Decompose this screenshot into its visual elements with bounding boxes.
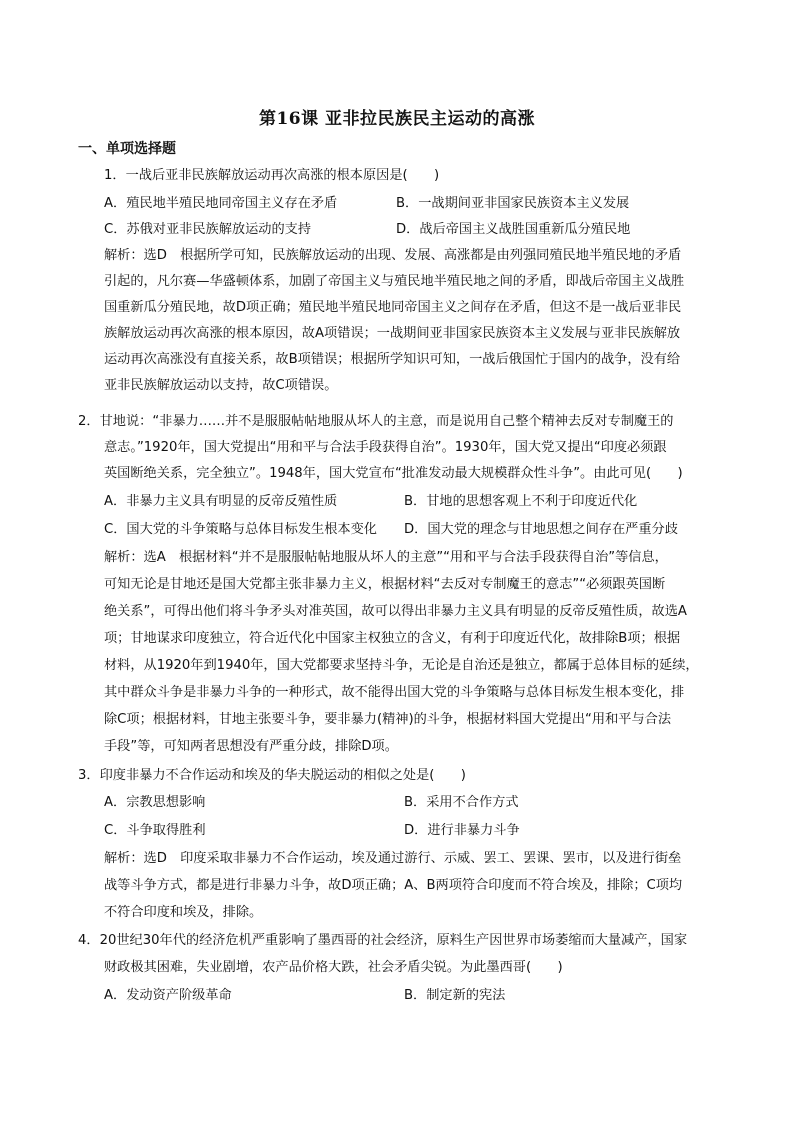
question-1-stem: 1．一战后亚非民族解放运动再次高涨的根本原因是( ) bbox=[104, 168, 440, 183]
question-2-explanation-line: 除C项；根据材料，甘地主张要斗争，要非暴力(精神)的斗争，根据材料国大党提出“用和平与合法 bbox=[104, 712, 672, 727]
question-2-stem-line: 英国断绝关系，完全独立”。1948年，国大党宣布“批准发动最大规模群众性斗争”。由此可见( ) bbox=[104, 466, 683, 481]
question-2-explanation-line: 材料，从1920年到1940年，国大党都要求坚持斗争，无论是自治还是独立，都属于总体目标的延续， bbox=[104, 658, 699, 673]
question-1-option-d: D．战后帝国主义战胜国重新瓜分殖民地 bbox=[396, 222, 631, 237]
question-4-option-a: A．发动资产阶级革命 bbox=[104, 988, 232, 1003]
question-2-explanation-line: 解析：选A 根据材料“并不是服服帖帖地服从坏人的主意”“用和平与合法手段获得自治”等信息， bbox=[104, 550, 668, 565]
question-4-option-b: B．制定新的宪法 bbox=[404, 988, 506, 1003]
question-2-option-a: A．非暴力主义具有明显的反帝反殖性质 bbox=[104, 494, 338, 509]
question-3-option-c: C．斗争取得胜利 bbox=[104, 823, 206, 838]
question-2-option-d: D．国大党的理念与甘地思想之间存在严重分歧 bbox=[404, 522, 678, 537]
question-3-explanation-line: 解析：选D 印度采取非暴力不合作运动，埃及通过游行、示威、罢工、罢课、罢市，以及进行街垒 bbox=[104, 851, 682, 866]
question-1-explanation-line: 国重新瓜分殖民地，故D项正确；殖民地半殖民地同帝国主义之间存在矛盾，但这不是一战后亚非民 bbox=[104, 300, 682, 315]
question-3-stem: 3．印度非暴力不合作运动和埃及的华夫脱运动的相似之处是( ) bbox=[78, 768, 466, 783]
question-4-stem-line: 4．20世纪30年代的经济危机严重影响了墨西哥的社会经济，原料生产因世界市场萎缩而大量减产，国家 bbox=[78, 933, 688, 948]
question-2-explanation-line: 手段”等，可知两者思想没有严重分歧，排除D项。 bbox=[104, 739, 398, 754]
question-1-explanation-line: 引起的，凡尔赛—华盛顿体系，加剧了帝国主义与殖民地半殖民地之间的矛盾，即战后帝国主义战胜 bbox=[104, 274, 685, 289]
question-2-stem-line: 2．甘地说：“非暴力……并不是服服帖帖地服从坏人的主意，而是说用自己整个精神去反对专制魔王的 bbox=[78, 414, 674, 429]
question-2-explanation-line: 可知无论是甘地还是国大党都主张非暴力主义，根据材料“去反对专制魔王的意志”“必须跟英国断 bbox=[104, 577, 666, 592]
question-3-explanation-line: 战等斗争方式，都是进行非暴力斗争，故D项正确；A、B两项符合印度而不符合埃及，排除；C项均 bbox=[104, 878, 683, 893]
question-2-explanation-line: 其中群众斗争是非暴力斗争的一种形式，故不能得出国大党的斗争策略与总体目标发生根本变化，排 bbox=[104, 685, 685, 700]
page-title: 第16课 亚非拉民族民主运动的高涨 bbox=[258, 109, 536, 129]
question-2-option-c: C．国大党的斗争策略与总体目标发生根本变化 bbox=[104, 522, 377, 537]
question-3-option-b: B．采用不合作方式 bbox=[404, 795, 519, 810]
question-1-option-b: B．一战期间亚非国家民族资本主义发展 bbox=[396, 196, 630, 211]
question-2-option-b: B．甘地的思想客观上不利于印度近代化 bbox=[404, 494, 638, 509]
question-2-stem-line: 意志。”1920年，国大党提出“用和平与合法手段获得自治”。1930年，国大党又提出“印度必须跟 bbox=[104, 440, 667, 455]
question-2-explanation-line: 绝关系”，可得出他们将斗争矛头对准英国，故可以得出非暴力主义具有明显的反帝反殖性质，故选A bbox=[104, 604, 687, 619]
section-heading: 一、单项选择题 bbox=[78, 141, 176, 157]
question-3-explanation-line: 不符合印度和埃及，排除。 bbox=[104, 905, 263, 920]
question-1-explanation-line: 亚非民族解放运动以支持，故C项错误。 bbox=[104, 378, 338, 393]
question-1-explanation-line: 运动再次高涨没有直接关系，故B项错误；根据所学知识可知，一战后俄国忙于国内的战争，没有给 bbox=[104, 352, 681, 367]
question-1-explanation-line: 解析：选D 根据所学可知，民族解放运动的出现、发展、高涨都是由列强同殖民地半殖民地的矛盾 bbox=[104, 248, 682, 263]
question-4-stem-line: 财政极其困难，失业剧增，农产品价格大跌，社会矛盾尖锐。为此墨西哥( ) bbox=[104, 960, 563, 975]
question-1-option-a: A．殖民地半殖民地同帝国主义存在矛盾 bbox=[104, 196, 338, 211]
question-3-option-a: A．宗教思想影响 bbox=[104, 795, 206, 810]
question-1-explanation-line: 族解放运动再次高涨的根本原因，故A项错误；一战期间亚非国家民族资本主义发展与亚非民族解放 bbox=[104, 326, 681, 341]
question-2-explanation-line: 项；甘地谋求印度独立，符合近代化中国家主权独立的含义，有利于印度近代化，故排除B项；根据 bbox=[104, 631, 681, 646]
question-3-option-d: D．进行非暴力斗争 bbox=[404, 823, 520, 838]
question-1-option-c: C．苏俄对亚非民族解放运动的支持 bbox=[104, 222, 312, 237]
